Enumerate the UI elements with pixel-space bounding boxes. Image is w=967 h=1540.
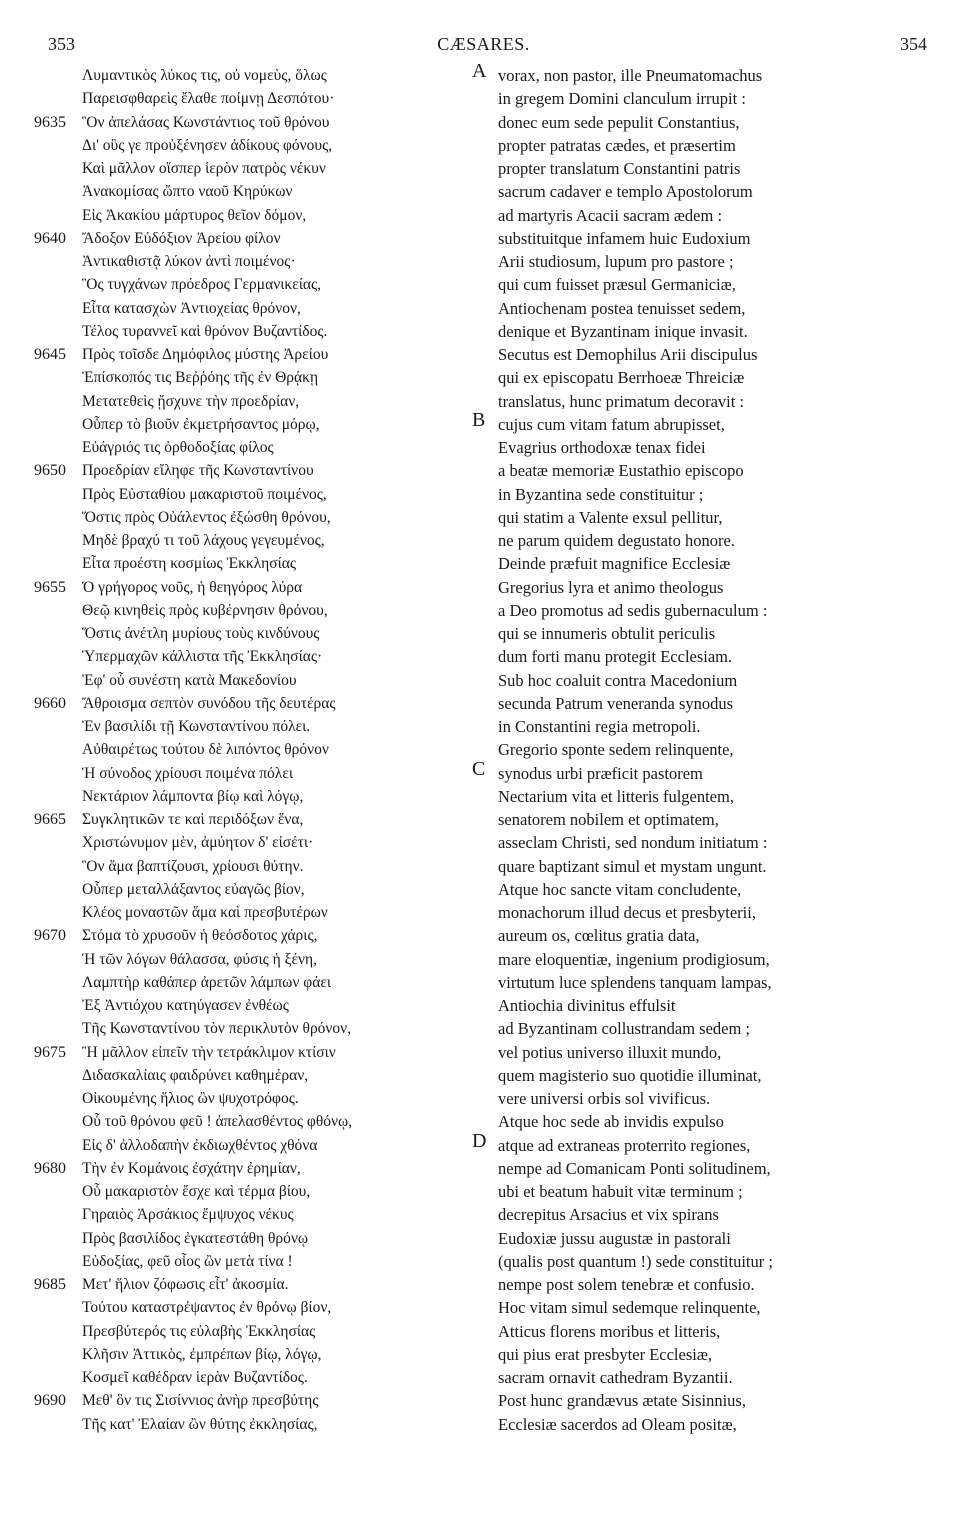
verse-number: 9655 (34, 578, 66, 596)
verse-number: 9665 (34, 811, 66, 828)
latin-verse-line (498, 576, 938, 599)
latin-verse-line (498, 227, 938, 250)
greek-verse-text: Οὗπερ τὸ βιοῦν ἐκμετρήσαντος μόρῳ, (82, 415, 320, 433)
section-marker: A (472, 60, 487, 82)
greek-verse-line (82, 273, 477, 296)
latin-verse-text: ne parum quidem degustato honore. (498, 531, 735, 550)
greek-verse-line (82, 529, 477, 552)
greek-verse-line (82, 134, 477, 157)
greek-verse-line (82, 1227, 477, 1250)
greek-verse-text: Ὁ γρήγορος νοῦς, ἡ θεηγόρος λύρα (82, 578, 303, 596)
latin-verse-line (498, 1017, 938, 1040)
greek-verse-text: Οἰκουμένης ἥλιος ὢν ψυχοτρόφος. (82, 1090, 299, 1107)
latin-verse-line (498, 901, 938, 924)
latin-verse-line (498, 1320, 938, 1343)
greek-verse-text: Πρὸς Εὐσταθίου μακαριστοῦ ποιμένος, (82, 485, 327, 503)
latin-verse-line (498, 552, 938, 575)
latin-verse-line (498, 1087, 938, 1110)
greek-verse-line (34, 692, 477, 715)
greek-verse-line (82, 1017, 477, 1040)
greek-verse-text: Προεδρίαν εἴληφε τῆς Κωνσταντίνου (82, 462, 314, 480)
latin-verse-line (498, 111, 938, 134)
greek-verse-line (82, 320, 477, 343)
greek-verse-text: Ὃς τυγχάνων πρόεδρος Γερμανικείας, (82, 276, 322, 294)
latin-verse-line (498, 785, 938, 808)
latin-verse-line (498, 622, 938, 645)
latin-verse-line (498, 738, 938, 761)
latin-verse-text: dum forti manu protegit Ecclesiam. (498, 647, 733, 667)
greek-verse-line (82, 552, 477, 575)
latin-verse-line (498, 436, 938, 459)
greek-verse-text: Τέλος τυραννεῖ καὶ θρόνον Βυζαντίδος. (82, 322, 328, 340)
greek-verse-text: Τῆς κατ' Ἐλαίαν ὢν θύτης ἐκκλησίας, (82, 1415, 318, 1433)
latin-verse-line (472, 1129, 938, 1157)
greek-verse-text: Εἶτα προέστη κοσμίως Ἐκκλησίας (82, 555, 297, 573)
greek-verse-line (34, 1041, 477, 1064)
latin-verse-text: sacram ornavit cathedram Byzantii. (498, 1368, 733, 1387)
latin-verse-text: nempe ad Comanicam Ponti solitudinem, (498, 1158, 771, 1178)
greek-verse-text: Πρεσβύτερός τις εὐλαβὴς Ἐκκλησίας (82, 1322, 316, 1340)
latin-verse-text: vorax, non pastor, ille Pneumatomachus (498, 66, 763, 85)
latin-verse-line (498, 1064, 938, 1087)
latin-verse-line (472, 408, 938, 436)
latin-verse-line (498, 645, 938, 668)
latin-verse-text: quem magisterio suo quotidie illuminat, (498, 1065, 762, 1085)
greek-verse-line (82, 1180, 477, 1203)
greek-verse-line (82, 157, 477, 180)
greek-verse-line (34, 343, 477, 366)
greek-verse-line (82, 599, 477, 622)
greek-verse-text: Ἢ μᾶλλον εἰπεῖν τὴν τετράκλιμον κτίσιν (82, 1043, 336, 1061)
latin-verse-text: in Constantini regia metropoli. (498, 717, 701, 736)
latin-verse-line (498, 1250, 938, 1273)
greek-verse-text: Τῆς Κωνσταντίνου τὸν περικλυτὸν θρόνον, (82, 1020, 352, 1038)
page-number-left: 353 (48, 34, 75, 54)
greek-verse-line (34, 1273, 477, 1296)
verse-number: 9670 (34, 927, 66, 945)
greek-verse-text: Αὐθαιρέτως τούτου δὲ λιπόντος θρόνον (82, 741, 329, 759)
greek-verse-line (82, 413, 477, 436)
greek-verse-line (82, 738, 477, 761)
greek-verse-line (82, 669, 477, 692)
latin-verse-text: sacrum cadaver e templo Apostolorum (498, 182, 753, 202)
greek-verse-text: Οὗ τοῦ θρόνου φεῦ ! ἀπελασθέντος φθόνῳ, (82, 1113, 353, 1131)
latin-verse-text: Evagrius orthodoxæ tenax fidei (498, 438, 706, 457)
latin-verse-line (472, 757, 938, 785)
latin-verse-line (498, 483, 938, 506)
running-title: CÆSARES. (437, 34, 530, 54)
latin-verse-text: propter translatum Constantini patris (498, 159, 741, 178)
section-marker: C (472, 757, 486, 780)
greek-verse-text: Ἐπίσκοπός τις Βεῤῥόης τῆς ἐν Θρᾴκῃ (82, 369, 319, 387)
greek-verse-text: Εἰς Ἀκακίου μάρτυρος θεῖον δόμον, (82, 206, 307, 224)
greek-verse-text: Ὅστις ἀνέτλη μυρίους τοὺς κινδύνους (82, 625, 320, 642)
greek-verse-line (82, 390, 477, 413)
latin-verse-line (498, 1413, 938, 1436)
greek-verse-line (34, 459, 477, 482)
latin-verse-text: qui cum fuisset præsul Germaniciæ, (498, 275, 736, 295)
latin-verse-text: substituitque infamem huic Eudoxium (498, 228, 751, 248)
latin-verse-text: Atticus florens moribus et litteris, (498, 1321, 721, 1341)
greek-verse-line (82, 180, 477, 203)
latin-verse-text: Atque hoc sancte vitam concludente, (498, 879, 742, 899)
latin-verse-line (498, 1110, 938, 1133)
greek-verse-text: Λαμπτὴρ καθάπερ ἀρετῶν λάμπων φάει (82, 973, 332, 991)
greek-verse-line (82, 1110, 477, 1133)
verse-number: 9675 (34, 1043, 66, 1061)
latin-verse-text: qui se innumeris obtulit periculis (498, 624, 716, 643)
greek-verse-text: Τούτου καταστρέψαντος ἐν θρόνῳ βίον, (82, 1299, 332, 1317)
latin-verse-text: a beatæ memoriæ Eustathio episcopo (498, 461, 744, 481)
greek-verse-line (34, 808, 477, 831)
greek-verse-text: Εἰς δ' ἀλλοδαπὴν ἐκδιωχθέντος χθόνα (82, 1136, 318, 1154)
greek-verse-text: Οὗπερ μεταλλάξαντος εὐαγῶς βίον, (82, 880, 305, 898)
latin-verse-text: Secutus est Demophilus Arii discipulus (498, 345, 758, 364)
greek-verse-text: Μεθ' ὃν τις Σισίννιος ἀνὴρ πρεσβύτης (82, 1392, 319, 1410)
latin-verse-line (498, 1203, 938, 1226)
greek-verse-text: Καὶ μᾶλλον οἵσπερ ἱερὸν πατρὸς νέκυν (82, 160, 326, 177)
latin-verse-text: propter patratas cædes, et præsertim (498, 135, 736, 155)
greek-verse-line (34, 576, 477, 599)
greek-verse-line (82, 715, 477, 738)
greek-verse-text: Λυμαντικὸς λύκος τις, οὐ νομεὺς, ὅλως (82, 67, 327, 84)
greek-verse-text: Στόμα τὸ χρυσοῦν ἡ θεόσδοτος χάρις, (82, 927, 318, 945)
latin-verse-text: Deinde præfuit magnifice Ecclesiæ (498, 554, 731, 574)
greek-verse-line (82, 645, 477, 668)
greek-verse-line (82, 1250, 477, 1273)
latin-verse-line (498, 1343, 938, 1366)
latin-verse-line (498, 87, 938, 110)
greek-verse-text: Δι' οὓς γε προὐξένησεν ἀδίκους φόνους, (82, 136, 333, 154)
latin-verse-text: vel potius universo illuxit mundo, (498, 1042, 722, 1062)
greek-verse-line (82, 901, 477, 924)
greek-verse-text: Παρεισφθαρεὶς ἔλαθε ποίμνῃ Δεσπότου· (82, 90, 335, 108)
latin-verse-line (498, 204, 938, 227)
latin-verse-text: Sub hoc coaluit contra Macedonium (498, 670, 738, 690)
greek-verse-line (82, 1366, 477, 1389)
latin-verse-text: Eudoxiæ jussu augustæ in pastorali (498, 1228, 731, 1248)
greek-verse-text: Ἀνακομίσας ὤπτο ναοῦ Κηρύκων (82, 183, 293, 201)
greek-text-column (34, 64, 477, 1436)
latin-verse-text: mare eloquentiæ, ingenium prodigiosum, (498, 949, 770, 969)
greek-verse-text: Ὃν ἀπελάσας Κωνστάντιος τοῦ θρόνου (82, 113, 330, 131)
greek-verse-line (82, 64, 477, 87)
latin-verse-text: decrepitus Arsacius et vix spirans (498, 1205, 719, 1225)
verse-number: 9690 (34, 1392, 66, 1410)
latin-verse-line (498, 948, 938, 971)
latin-verse-line (498, 1180, 938, 1203)
latin-verse-line (498, 599, 938, 622)
greek-verse-text: Κλέος μοναστῶν ἅμα καὶ πρεσβυτέρων (82, 904, 328, 921)
greek-verse-line (82, 1064, 477, 1087)
greek-verse-line (82, 971, 477, 994)
latin-verse-text: qui ex episcopatu Berrhoeæ Threiciæ (498, 368, 745, 388)
page-number-right: 354 (900, 34, 927, 54)
greek-verse-line (82, 1087, 477, 1110)
latin-verse-line (498, 1273, 938, 1296)
verse-number: 9650 (34, 462, 66, 480)
verse-number: 9660 (34, 694, 66, 712)
greek-verse-text: Ἐν βασιλίδι τῇ Κωνσταντίνου πόλει. (82, 718, 311, 735)
latin-verse-line (498, 994, 938, 1017)
latin-verse-line (498, 390, 938, 413)
latin-verse-line (498, 831, 938, 854)
latin-verse-line (498, 971, 938, 994)
greek-verse-text: Μετατεθεὶς ᾔσχυνε τὴν προεδρίαν, (82, 392, 300, 410)
latin-verse-text: secunda Patrum veneranda synodus (498, 693, 734, 713)
latin-verse-text: a Deo promotus ad sedis gubernaculum : (498, 600, 768, 620)
latin-verse-line (472, 60, 938, 87)
latin-verse-text: donec eum sede pepulit Constantius, (498, 112, 740, 132)
greek-verse-text: Θεῷ κινηθεὶς πρὸς κυβέρνησιν θρόνου, (82, 601, 328, 619)
greek-verse-text: Ἡ σύνοδος χρίουσι ποιμένα πόλει (82, 764, 293, 782)
greek-verse-line (82, 436, 477, 459)
greek-verse-line (82, 878, 477, 901)
verse-number: 9685 (34, 1276, 66, 1293)
latin-verse-text: ad martyris Acacii sacram ædem : (498, 205, 723, 225)
latin-verse-line (498, 1041, 938, 1064)
greek-verse-text: Γηραιὸς Ἀρσάκιος ἔμψυχος νέκυς (82, 1206, 294, 1224)
greek-verse-line (34, 1389, 477, 1412)
latin-verse-line (498, 366, 938, 389)
verse-number: 9645 (34, 346, 66, 363)
latin-verse-text: Nectarium vita et litteris fulgentem, (498, 786, 734, 806)
greek-verse-text: Κλῆσιν Ἀττικὸς, ἐμπρέπων βίῳ, λόγῳ, (82, 1345, 322, 1363)
greek-verse-line (82, 785, 477, 808)
latin-verse-text: Gregorius lyra et animo theologus (498, 577, 724, 597)
latin-verse-text: senatorem nobilem et optimatem, (498, 810, 719, 829)
greek-verse-line (82, 994, 477, 1017)
greek-verse-text: Κοσμεῖ καθέδραν ἱερὰν Βυζαντίδος. (82, 1369, 308, 1386)
greek-verse-text: Ἐφ' οὗ συνέστη κατὰ Μακεδονίου (82, 671, 297, 689)
greek-verse-text: Εὐάγριός τις ὀρθοδοξίας φίλος (82, 439, 274, 456)
latin-verse-line (498, 855, 938, 878)
greek-verse-text: Συγκλητικῶν τε καὶ περιδόξων ἕνα, (82, 811, 304, 828)
greek-verse-line (82, 250, 477, 273)
latin-verse-line (498, 715, 938, 738)
greek-verse-line (82, 1320, 477, 1343)
latin-verse-text: Atque hoc sede ab invidis expulso (498, 1112, 724, 1132)
greek-verse-line (82, 1134, 477, 1157)
greek-verse-text: Ἐξ Ἀντιόχου κατηύγασεν ἐνθέως (82, 997, 289, 1014)
latin-verse-text: nempe post solem tenebræ et confusio. (498, 1275, 755, 1294)
latin-verse-line (498, 506, 938, 529)
latin-verse-text: denique et Byzantinam inique invasit. (498, 321, 748, 341)
latin-verse-text: Antiochenam postea tenuisset sedem, (498, 298, 746, 318)
latin-verse-text: Antiochia divinitus effulsit (498, 996, 676, 1015)
greek-verse-line (82, 1203, 477, 1226)
latin-verse-line (498, 529, 938, 552)
latin-verse-line (498, 878, 938, 901)
greek-verse-line (82, 855, 477, 878)
greek-verse-line (82, 483, 477, 506)
greek-verse-text: Τὴν ἐν Κομάνοις ἐσχάτην ἐρημίαν, (82, 1159, 301, 1177)
greek-verse-text: Οὗ μακαριστὸν ἔσχε καὶ τέρμα βίου, (82, 1183, 311, 1200)
latin-verse-line (498, 343, 938, 366)
greek-verse-text: Διδασκαλίαις φαιδρύνει καθημέραν, (82, 1066, 309, 1084)
latin-verse-text: monachorum illud decus et presbyterii, (498, 903, 756, 922)
latin-verse-text: translatus, hunc primatum decoravit : (498, 391, 745, 411)
latin-verse-text: Post hunc grandævus ætate Sisinnius, (498, 1391, 746, 1411)
latin-verse-text: asseclam Christi, sed nondum initiatum : (498, 833, 768, 853)
section-marker: B (472, 408, 486, 431)
greek-verse-line (82, 506, 477, 529)
greek-verse-text: Ἄδοξον Εὐδόξιον Ἀρείου φίλον (82, 229, 281, 247)
latin-verse-line (498, 1157, 938, 1180)
latin-verse-line (498, 1389, 938, 1412)
verse-number: 9680 (34, 1159, 66, 1177)
latin-verse-text: Arii studiosum, lupum pro pastore ; (498, 252, 734, 271)
greek-verse-line (34, 111, 477, 134)
latin-verse-text: qui pius erat presbyter Ecclesiæ, (498, 1344, 712, 1364)
greek-verse-text: Ἡ τῶν λόγων θάλασσα, φύσις ἡ ξένη, (82, 950, 318, 968)
greek-verse-text: Ὑπερμαχῶν κάλλιστα τῆς Ἐκκλησίας· (82, 648, 323, 666)
latin-verse-text: Hoc vitam simul sedemque relinquente, (498, 1298, 761, 1318)
greek-verse-text: Ἄθροισμα σεπτὸν συνόδου τῆς δευτέρας (82, 694, 336, 712)
latin-verse-line (498, 1366, 938, 1389)
greek-verse-text: Πρὸς βασιλίδος ἐγκατεστάθη θρόνῳ (82, 1229, 309, 1247)
greek-verse-line (34, 1157, 477, 1180)
latin-verse-text: synodus urbi præficit pastorem (498, 763, 703, 783)
latin-verse-text: qui statim a Valente exsul pellitur, (498, 507, 723, 527)
latin-verse-text: Ecclesiæ sacerdos ad Oleam positæ, (498, 1414, 737, 1434)
latin-verse-text: Gregorio sponte sedem relinquente, (498, 740, 734, 760)
greek-verse-text: Πρὸς τοῖσδε Δημόφιλος μύστης Ἀρείου (82, 346, 329, 363)
latin-verse-text: atque ad extraneas proterrito regiones, (498, 1135, 751, 1155)
greek-verse-line (82, 1296, 477, 1319)
latin-verse-text: ubi et beatum habuit vitæ terminum ; (498, 1182, 743, 1201)
latin-text-column (472, 60, 938, 1436)
latin-verse-line (498, 250, 938, 273)
latin-verse-line (498, 924, 938, 947)
latin-verse-line (498, 157, 938, 180)
latin-verse-line (498, 180, 938, 203)
latin-verse-line (498, 692, 938, 715)
latin-verse-line (498, 273, 938, 296)
greek-verse-text: Μετ' ἥλιον ζόφωσις εἶτ' ἀκοσμία. (82, 1276, 289, 1293)
greek-verse-line (82, 1413, 477, 1436)
greek-verse-text: Μηδὲ βραχύ τι τοῦ λάχους γεγευμένος, (82, 532, 325, 549)
greek-verse-line (34, 924, 477, 947)
latin-verse-text: vere universi orbis sol vivificus. (498, 1089, 711, 1108)
greek-verse-text: Εὐδοξίας, φεῦ οἷος ὢν μετὰ τίνα ! (82, 1252, 293, 1270)
greek-verse-text: Ἀντικαθιστᾷ λύκον ἀντὶ ποιμένος· (82, 253, 296, 270)
greek-verse-text: Χριστώνυμον μὲν, ἀμύητον δ' εἰσέτι· (82, 834, 314, 852)
greek-verse-text: Εἶτα κατασχὼν Ἀντιοχείας θρόνον, (82, 299, 301, 317)
greek-verse-line (34, 227, 477, 250)
latin-verse-line (498, 669, 938, 692)
latin-verse-text: ad Byzantinam collustrandam sedem ; (498, 1019, 751, 1039)
greek-verse-line (82, 948, 477, 971)
latin-verse-text: in gregem Domini clanculum irrupit : (498, 89, 746, 109)
latin-verse-text: (qualis post quantum !) sede constituitur ; (498, 1251, 773, 1271)
latin-verse-line (498, 459, 938, 482)
latin-verse-text: in Byzantina sede constituitur ; (498, 484, 704, 504)
verse-number: 9640 (34, 229, 66, 247)
greek-verse-line (82, 87, 477, 110)
latin-verse-text: aureum os, cœlitus gratia data, (498, 926, 700, 946)
greek-verse-text: Νεκτάριον λάμποντα βίῳ καὶ λόγῳ, (82, 787, 304, 805)
verse-number: 9635 (34, 113, 66, 131)
latin-verse-line (498, 134, 938, 157)
latin-verse-line (498, 297, 938, 320)
latin-verse-line (498, 1296, 938, 1319)
latin-verse-text: cujus cum vitam fatum abrupisset, (498, 414, 725, 434)
latin-verse-text: virtutum luce splendens tanquam lampas, (498, 972, 772, 992)
greek-verse-line (82, 1343, 477, 1366)
latin-verse-line (498, 808, 938, 831)
greek-verse-line (82, 297, 477, 320)
greek-verse-line (82, 831, 477, 854)
latin-verse-line (498, 1227, 938, 1250)
greek-verse-line (82, 204, 477, 227)
greek-verse-line (82, 762, 477, 785)
latin-verse-line (498, 320, 938, 343)
greek-verse-text: Ὃν ἅμα βαπτίζουσι, χρίουσι θύτην. (82, 857, 304, 875)
greek-verse-line (82, 622, 477, 645)
greek-verse-text: Ὅστις πρὸς Οὐάλεντος ἐξώσθη θρόνου, (82, 508, 331, 526)
section-marker: D (472, 1129, 487, 1152)
greek-verse-line (82, 366, 477, 389)
latin-verse-text: quare baptizant simul et mystam ungunt. (498, 856, 767, 876)
